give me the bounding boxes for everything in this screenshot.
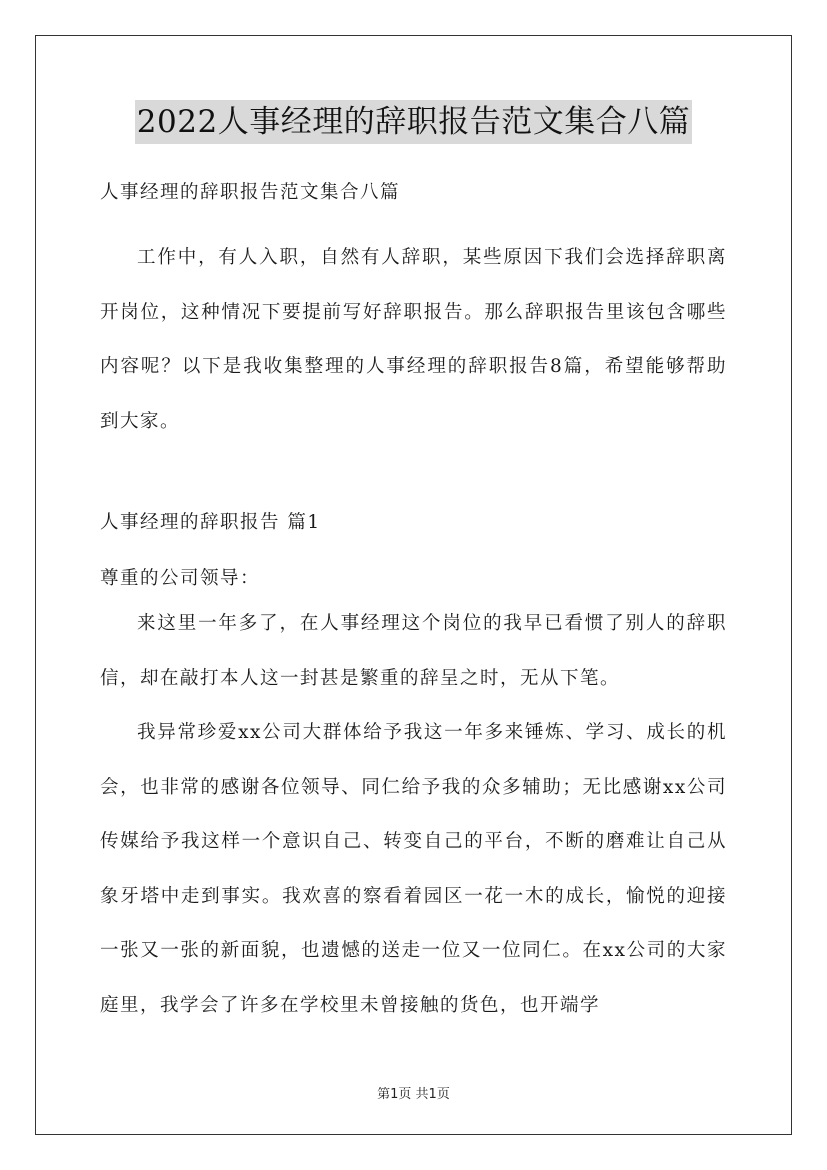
title-container (0, 100, 827, 144)
page-footer: 第1页 共1页 (377, 1087, 450, 1102)
spacer (100, 211, 727, 231)
body-paragraph: 来这里一年多了，在人事经理这个岗位的我早已看惯了别人的辞职信，却在敲打本人这一封甚是繁重的辞呈之时，无从下笔。 (100, 613, 727, 689)
section-heading: 人事经理的辞职报告 篇1 (100, 512, 321, 533)
salutation: 尊重的公司领导： (100, 568, 261, 589)
spacer (100, 449, 727, 505)
document-body (100, 175, 727, 1033)
document-subtitle: 人事经理的辞职报告范文集合八篇 (100, 182, 401, 203)
intro-paragraph: 工作中，有人入职，自然有人辞职，某些原因下我们会选择辞职离开岗位，这种情况下要提前写好辞职报告。那么辞职报告里该包含哪些内容呢？以下是我收集整理的人事经理的辞职报告8篇，希望能够帮助到大家。 (100, 247, 727, 432)
body-paragraph: 我异常珍爱xx公司大群体给予我这一年多来锤炼、学习、成长的机会，也非常的感谢各位领导、同仁给予我的众多辅助；无比感谢xx公司传媒给予我这样一个意识自己、转变自己的平台，不断的磨难让自己从象牙塔中走到事实。我欢喜的察看着园区一花一木的成长，愉悦的迎接一张又一张的新面貌，也遗憾的送走一位又一位同仁。在xx公司的大家庭里，我学会了许多在学校里未曾接触的货色，也开端学 (100, 722, 727, 1016)
spacer (100, 541, 727, 561)
document-title: 2022人事经理的辞职报告范文集合八篇 (135, 100, 692, 144)
